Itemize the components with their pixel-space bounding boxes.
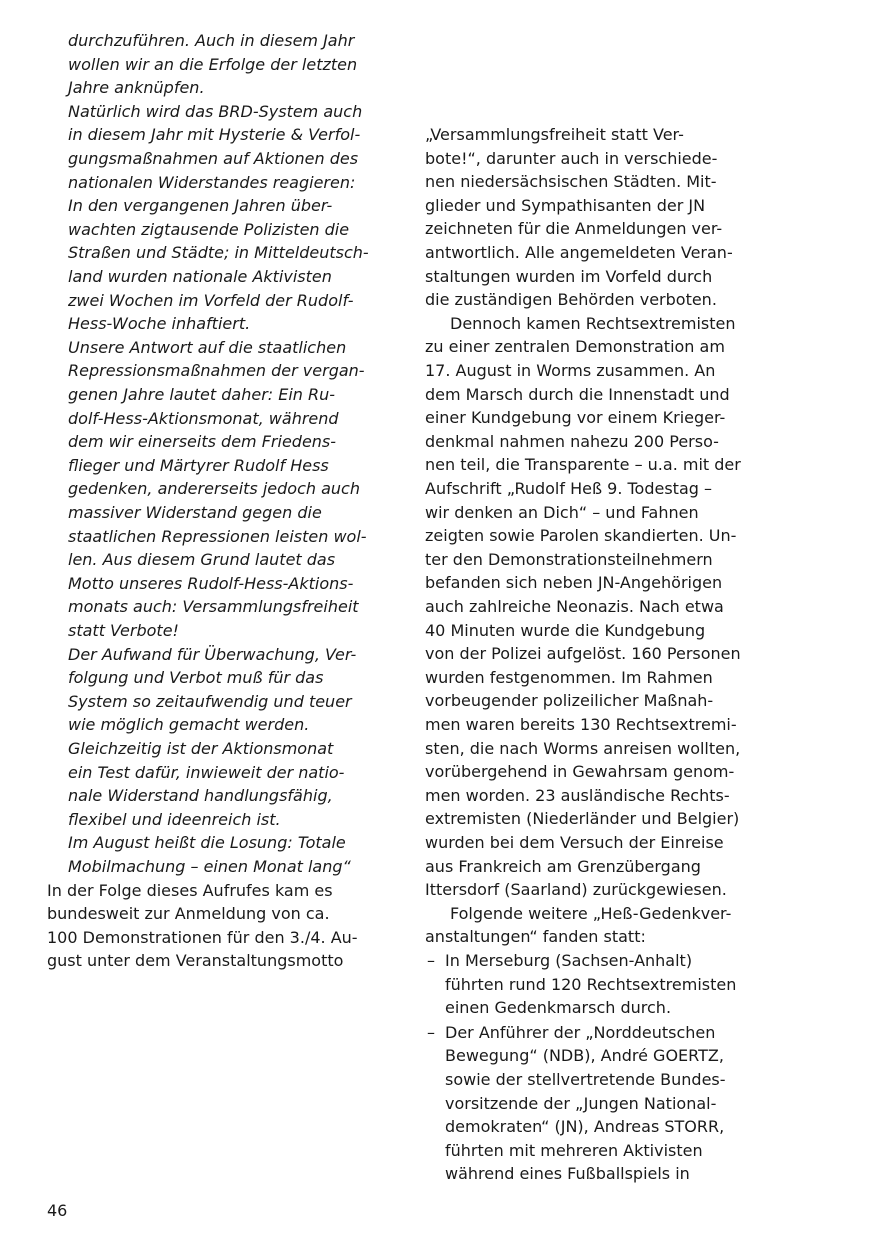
text-line: bote!“, darunter auch in verschiede-	[425, 148, 718, 168]
text-line: antwortlich. Alle angemeldeten Veran-	[425, 243, 733, 262]
text-line: vorbeugender polizeilicher Maßnah-	[425, 691, 714, 711]
quote-line: Jahre anknüpfen.	[68, 78, 205, 98]
quote-line: wollen wir an die Erfolge der letzten	[68, 54, 358, 74]
quote-line: statt Verbote!	[68, 621, 179, 640]
text-line: befanden sich neben JN-Angehörigen	[425, 573, 723, 593]
text-line: sten, die nach Worms anreisen wollten,	[425, 738, 741, 758]
quote-line: Der Aufwand für Überwachung, Ver-	[68, 644, 357, 664]
quote-line: nale Widerstand handlungsfähig,	[68, 786, 333, 806]
text-line: zeigten sowie Parolen skandierten. Un-	[425, 526, 737, 546]
quote-line: ein Test dafür, inwieweit der natio-	[68, 762, 345, 782]
text-line: von der Polizei aufgelöst. 160 Personen	[425, 644, 741, 664]
text-line: ter den Demonstrationsteilnehmern	[425, 549, 713, 569]
quote-line: flieger und Märtyrer Rudolf Hess	[68, 455, 329, 475]
text-line: dem Marsch durch die Innenstadt und	[425, 384, 730, 404]
quote-line: Gleichzeitig ist der Aktionsmonat	[68, 739, 334, 758]
text-line: wurden festgenommen. Im Rahmen	[425, 667, 713, 687]
quote-line: Mobilmachung – einen Monat lang“	[68, 857, 351, 876]
text-line: Folgende weitere „Heß-Gedenkver-	[450, 903, 732, 923]
quote-line: zwei Wochen im Vorfeld der Rudolf-	[68, 290, 354, 310]
text-line: aus Frankreich am Grenzübergang	[425, 856, 701, 876]
quote-line: flexibel und ideenreich ist.	[68, 809, 281, 829]
text-line: wurden bei dem Versuch der Einreise	[425, 833, 724, 852]
text-line: 100 Demonstrationen für den 3./4. Au-	[47, 927, 358, 947]
text-line: vorübergehend in Gewahrsam genom-	[425, 762, 735, 782]
text-line: Aufschrift „Rudolf Heß 9. Todestag –	[425, 479, 712, 498]
quote-line: Natürlich wird das BRD-System auch	[68, 101, 363, 121]
list-item-line: führten rund 120 Rechtsextremisten	[445, 974, 737, 994]
bullet-marker: –	[427, 951, 435, 970]
text-line: zeichneten für die Anmeldungen ver-	[425, 219, 723, 239]
list-item-line: vorsitzende der „Jungen National-	[445, 1093, 717, 1113]
quote-line: gungsmaßnahmen auf Aktionen des	[68, 149, 359, 168]
quote-line: dem wir einerseits dem Friedens-	[68, 432, 337, 452]
text-line: 40 Minuten wurde die Kundgebung	[425, 620, 706, 640]
list-item-line: In Merseburg (Sachsen-Anhalt)	[445, 951, 693, 970]
quote-line: wachten zigtausende Polizisten die	[68, 219, 350, 239]
text-line: men waren bereits 130 Rechtsextremi-	[425, 715, 737, 734]
quote-line: dolf-Hess-Aktionsmonat, während	[68, 408, 339, 428]
text-line: „Versammlungsfreiheit statt Ver-	[425, 125, 684, 144]
bullet-marker: –	[427, 1022, 435, 1042]
quote-line: Straßen und Städte; in Mitteldeutsch-	[68, 243, 369, 263]
text-line: extremisten (Niederländer und Belgier)	[425, 809, 740, 829]
quote-line: Im August heißt die Losung: Totale	[68, 833, 346, 853]
quote-line: gedenken, andererseits jedoch auch	[68, 479, 360, 499]
text-line: denkmal nahmen nahezu 200 Perso-	[425, 431, 719, 451]
quote-line: Motto unseres Rudolf-Hess-Aktions-	[68, 573, 354, 593]
quote-line: Hess-Woche inhaftiert.	[68, 314, 251, 334]
list-item-line: führten mit mehreren Aktivisten	[445, 1140, 703, 1160]
quote-line: nationalen Widerstandes reagieren:	[68, 172, 356, 192]
quote-line: Repressionsmaßnahmen der vergan-	[68, 361, 365, 381]
quote-line: land wurden nationale Aktivisten	[68, 267, 332, 286]
text-line: wir denken an Dich“ – und Fahnen	[425, 502, 699, 522]
text-line: Ittersdorf (Saarland) zurückgewiesen.	[425, 880, 727, 900]
text-line: staltungen wurden im Vorfeld durch	[425, 266, 713, 286]
quote-line: In den vergangenen Jahren über-	[68, 196, 333, 216]
text-line: men worden. 23 ausländische Rechts-	[425, 785, 730, 805]
text-line: nen teil, die Transparente – u.a. mit der	[425, 455, 741, 475]
text-line: einer Kundgebung vor einem Krieger-	[425, 408, 726, 428]
text-line: Dennoch kamen Rechtsextremisten	[450, 313, 736, 333]
list-item-line: einen Gedenkmarsch durch.	[445, 998, 672, 1018]
page-number: 46	[47, 1201, 68, 1220]
quote-line: massiver Widerstand gegen die	[68, 503, 322, 522]
list-item-line: während eines Fußballspiels in	[445, 1164, 690, 1184]
text-line: glieder und Sympathisanten der JN	[425, 195, 706, 215]
text-line: bundesweit zur Anmeldung von ca.	[47, 904, 330, 924]
text-line: anstaltungen“ fanden statt:	[425, 927, 646, 947]
quote-line: staatlichen Repressionen leisten wol-	[68, 526, 367, 546]
quote-line: durchzuführen. Auch in diesem Jahr	[68, 31, 355, 50]
quote-line: System so zeitaufwendig und teuer	[68, 691, 352, 711]
text-line: die zuständigen Behörden verboten.	[425, 290, 717, 310]
quote-line: in diesem Jahr mit Hysterie & Verfol-	[68, 125, 361, 145]
text-line: 17. August in Worms zusammen. An	[425, 361, 716, 380]
text-line: nen niedersächsischen Städten. Mit-	[425, 172, 717, 192]
list-item-line: sowie der stellvertretende Bundes-	[445, 1070, 726, 1089]
quote-line: wie möglich gemacht werden.	[68, 715, 310, 735]
quote-line: len. Aus diesem Grund lautet das	[68, 550, 336, 570]
quote-line: genen Jahre lautet daher: Ein Ru-	[68, 385, 336, 404]
text-line: In der Folge dieses Aufrufes kam es	[47, 880, 333, 900]
text-line: auch zahlreiche Neonazis. Nach etwa	[425, 597, 724, 616]
list-item-line: demokraten“ (JN), Andreas STORR,	[445, 1117, 725, 1137]
quote-line: Unsere Antwort auf die staatlichen	[68, 337, 347, 357]
quote-line: monats auch: Versammlungsfreiheit	[68, 597, 359, 617]
text-line: gust unter dem Veranstaltungsmotto	[47, 951, 344, 971]
list-item-line: Bewegung“ (NDB), André GOERTZ,	[445, 1046, 724, 1066]
list-item-line: Der Anführer der „Norddeutschen	[445, 1022, 716, 1042]
quote-line: folgung und Verbot muß für das	[68, 668, 324, 688]
text-line: zu einer zentralen Demonstration am	[425, 337, 725, 357]
